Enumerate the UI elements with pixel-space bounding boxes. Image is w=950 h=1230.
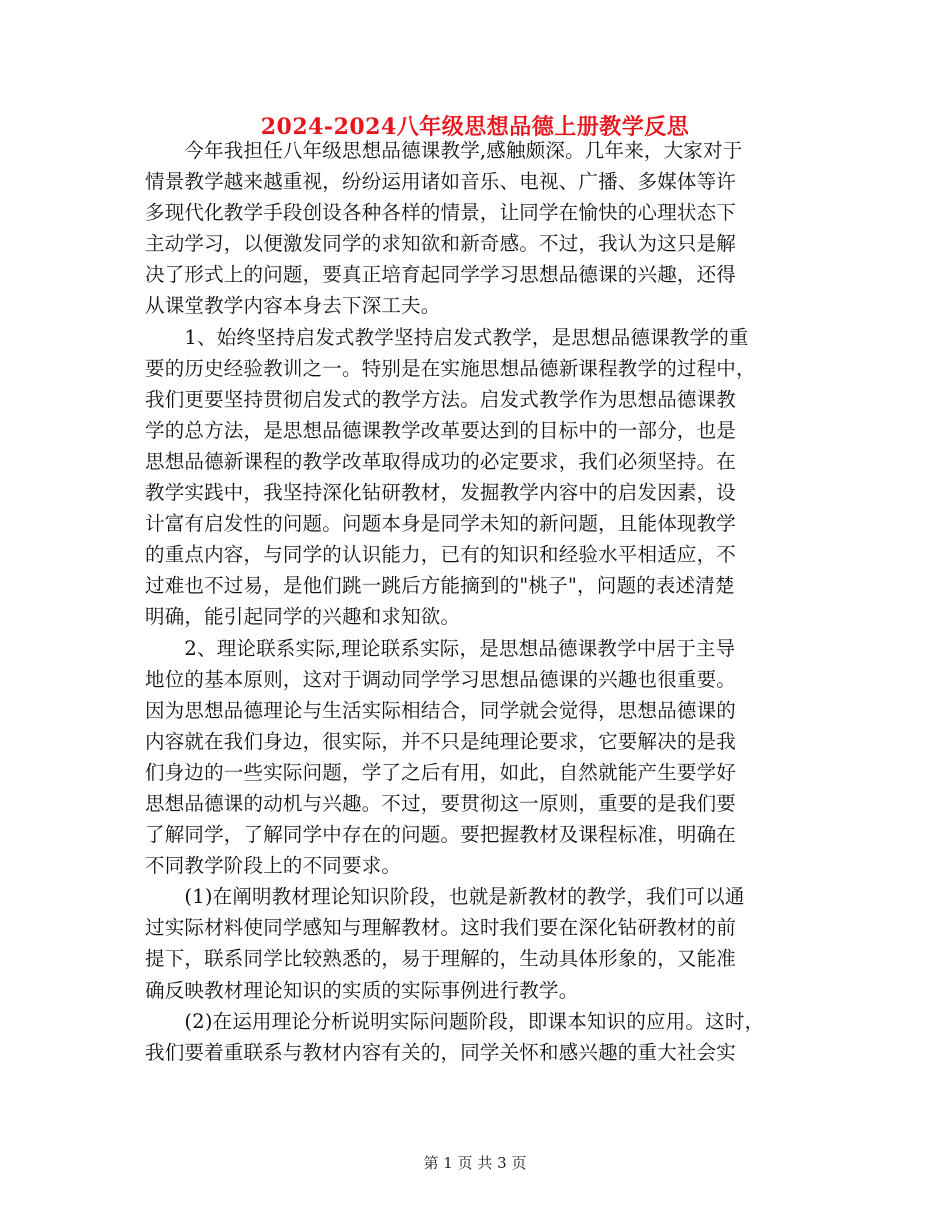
text-line: 主动学习，以便激发同学的求知欲和新奇感。不过，我认为这只是解 [145, 232, 737, 256]
text-line: (2)在运用理论分析说明实际问题阶段，即课本知识的应用。这时， [145, 1009, 765, 1033]
text-line: 过实际材料使同学感知与理解教材。这时我们要在深化钻研教材的前 [145, 916, 737, 940]
page-footer: 第 1 页 共 3 页 [423, 1154, 527, 1172]
text-line: 思想品德新课程的教学改革取得成功的必定要求，我们必须坚持。在 [145, 449, 737, 473]
text-line: 们身边的一些实际问题，学了之后有用，如此，自然就能产生要学好 [145, 760, 737, 784]
text-line: 学的总方法，是思想品德课教学改革要达到的目标中的一部分，也是 [145, 418, 737, 442]
document-body [145, 135, 810, 1068]
text-line: 内容就在我们身边，很实际，并不只是纯理论要求，它要解决的是我 [145, 729, 737, 753]
text-line: 的重点内容，与同学的认识能力，已有的知识和经验水平相适应，不 [145, 543, 737, 567]
text-line: 决了形式上的问题，要真正培育起同学学习思想品德课的兴趣，还得 [145, 263, 737, 287]
text-line: 1、始终坚持启发式教学坚持启发式教学，是思想品德课教学的重 [145, 325, 749, 349]
text-line: 地位的基本原则，这对于调动同学学习思想品德课的兴趣也很重要。 [145, 667, 737, 691]
text-line: 多现代化教学手段创设各种各样的情景，让同学在愉快的心理状态下 [145, 201, 737, 225]
text-line: 情景教学越来越重视，纷纷运用诸如音乐、电视、广播、多媒体等许 [145, 170, 737, 194]
text-line: 不同教学阶段上的不同要求。 [145, 854, 402, 878]
text-line: 要的历史经验教训之一。特别是在实施思想品德新课程教学的过程中， [145, 356, 756, 380]
text-line: 教学实践中，我坚持深化钻研教材，发掘教学内容中的启发因素，设 [145, 481, 737, 505]
document-title: 2024-2024八年级思想品德上册教学反思 [260, 114, 690, 140]
text-line: 因为思想品德理论与生活实际相结合，同学就会觉得，思想品德课的 [145, 698, 737, 722]
text-line: 今年我担任八年级思想品德课教学,感触颇深。几年来，大家对于 [145, 139, 743, 162]
text-line: 了解同学，了解同学中存在的问题。要把握教材及课程标准，明确在 [145, 823, 737, 847]
text-line: 明确，能引起同学的兴趣和求知欲。 [145, 605, 461, 629]
text-line: 过难也不过易，是他们跳一跳后方能摘到的"桃子"，问题的表述清楚 [145, 574, 735, 598]
text-line: 提下，联系同学比较熟悉的，易于理解的，生动具体形象的，又能准 [145, 947, 737, 971]
text-line: 从课堂教学内容本身去下深工夫。 [145, 294, 441, 318]
text-line: 我们更要坚持贯彻启发式的教学方法。启发式教学作为思想品德课教 [145, 387, 737, 411]
text-line: 计富有启发性的问题。问题本身是同学未知的新问题，且能体现教学 [145, 512, 737, 536]
text-line: (1)在阐明教材理论知识阶段，也就是新教材的教学，我们可以通 [145, 885, 745, 909]
text-line: 我们要着重联系与教材内容有关的，同学关怀和感兴趣的重大社会实 [145, 1040, 737, 1064]
text-line: 确反映教材理论知识的实质的实际事例进行教学。 [145, 978, 579, 1002]
text-line: 思想品德课的动机与兴趣。不过，要贯彻这一原则，重要的是我们要 [145, 791, 737, 815]
text-line: 2、理论联系实际,理论联系实际，是思想品德课教学中居于主导 [145, 636, 736, 660]
